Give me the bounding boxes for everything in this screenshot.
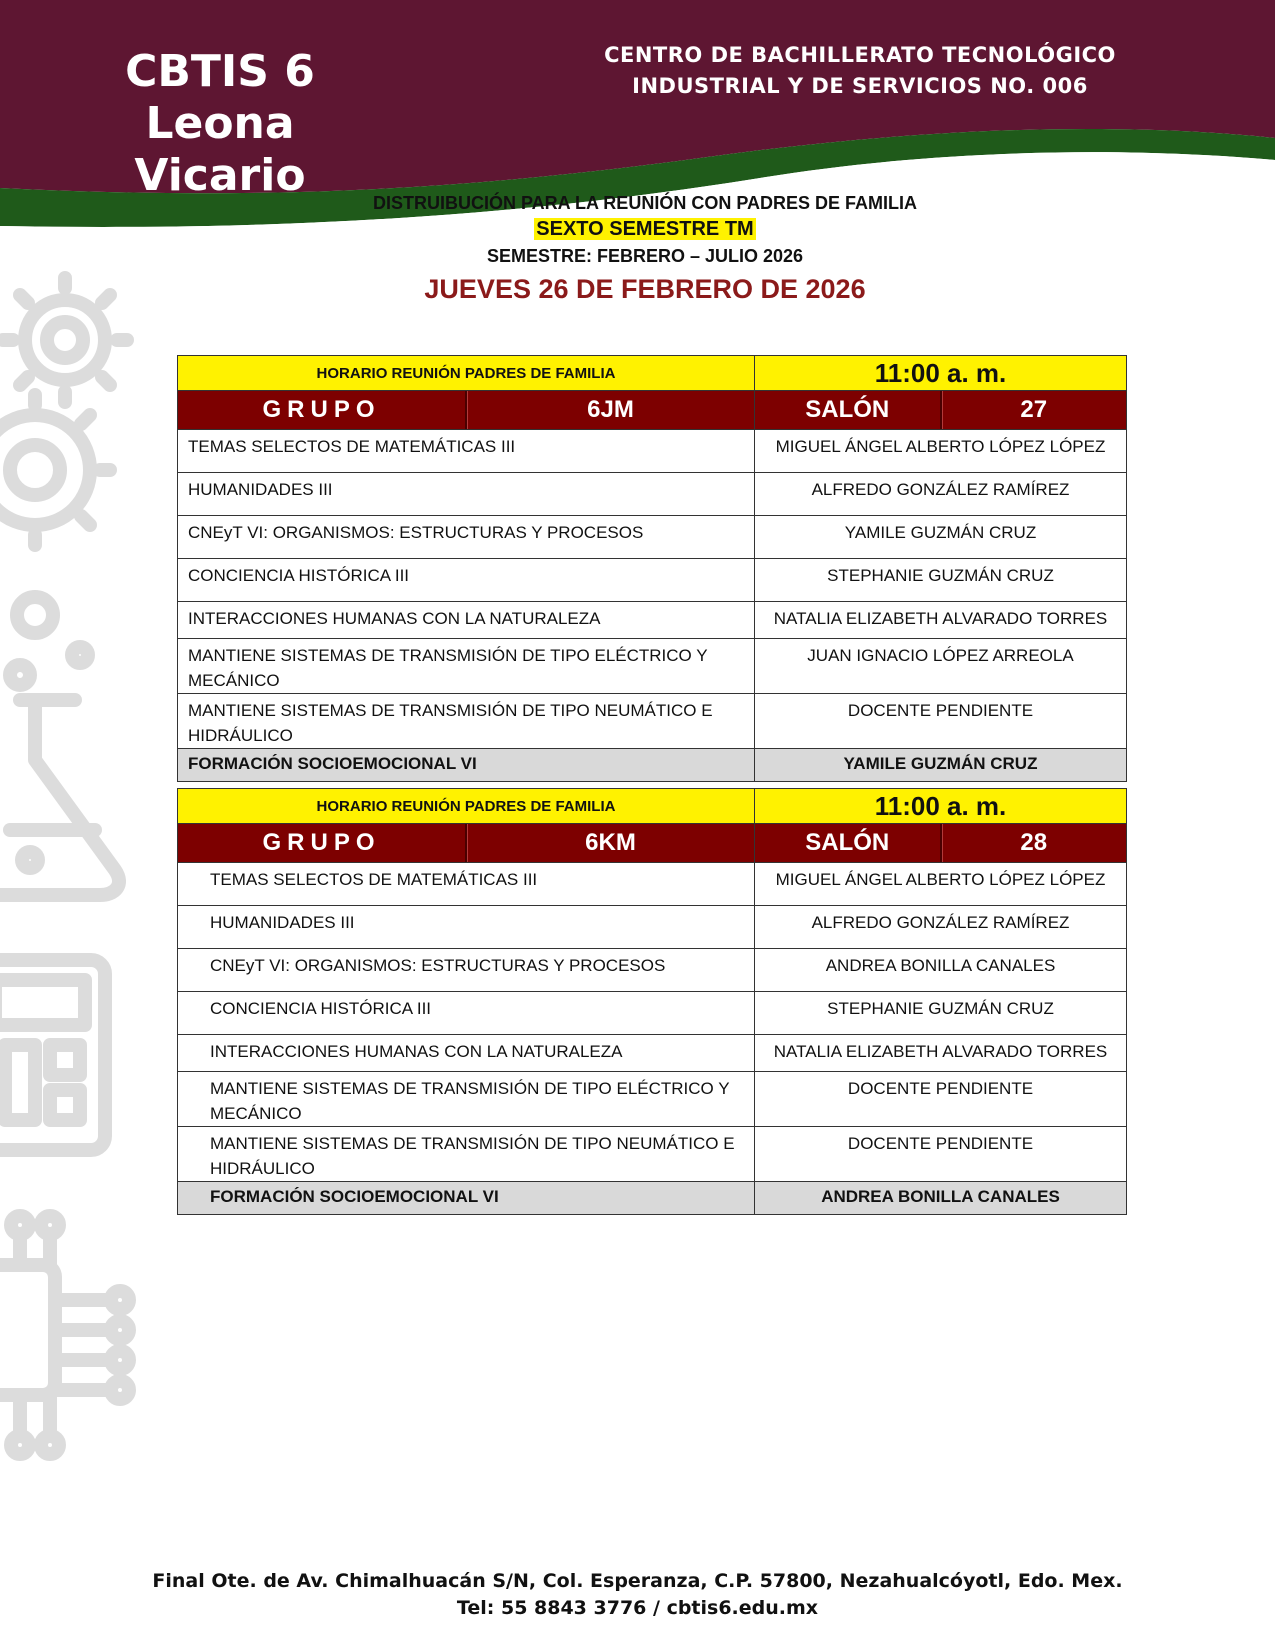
table-row — [178, 516, 1127, 559]
room-value: 27 — [940, 391, 1127, 429]
room-label: SALÓN — [805, 829, 890, 856]
table-row — [178, 473, 1127, 516]
teacher-cell: ALFREDO GONZÁLEZ RAMÍREZ — [755, 906, 1127, 949]
teacher-cell: NATALIA ELIZABETH ALVARADO TORRES — [755, 1035, 1127, 1072]
teacher-cell: ANDREA BONILLA CANALES — [755, 949, 1127, 992]
table-row — [178, 949, 1127, 992]
subject-cell: CONCIENCIA HISTÓRICA III — [178, 992, 755, 1035]
schedule-table-6km — [177, 788, 1127, 1215]
teacher-cell: YAMILE GUZMÁN CRUZ — [755, 516, 1127, 559]
flask-icon — [0, 700, 119, 895]
meeting-hour-row — [178, 356, 1127, 391]
meeting-hour-value: 11:00 a. m. — [755, 789, 1127, 824]
subject-cell: CONCIENCIA HISTÓRICA III — [178, 559, 755, 602]
institution-line-2: INDUSTRIAL Y DE SERVICIOS NO. 006 — [632, 74, 1088, 98]
footer-contact: Tel: 55 8843 3776 / cbtis6.edu.mx — [456, 1597, 819, 1619]
subject-cell: INTERACCIONES HUMANAS CON LA NATURALEZA — [178, 1035, 755, 1072]
meeting-date: JUEVES 26 DE FEBRERO DE 2026 — [424, 274, 866, 304]
teacher-cell: STEPHANIE GUZMÁN CRUZ — [755, 559, 1127, 602]
teacher-cell: DOCENTE PENDIENTE — [755, 1072, 1127, 1127]
subject-cell: MANTIENE SISTEMAS DE TRANSMISIÓN DE TIPO NEUMÁTICO E HIDRÁULICO — [178, 1127, 755, 1182]
subject-cell: FORMACIÓN SOCIOEMOCIONAL VI — [178, 749, 755, 782]
circuit-icon — [0, 1216, 129, 1454]
table-row — [178, 602, 1127, 639]
teacher-cell: MIGUEL ÁNGEL ALBERTO LÓPEZ LÓPEZ — [755, 430, 1127, 473]
group-value: 6JM — [465, 391, 754, 429]
footer-address: Final Ote. de Av. Chimalhuacán S/N, Col. Esperanza, C.P. 57800, Nezahualcóyotl, Edo. Mex. — [152, 1570, 1123, 1592]
subject-cell: INTERACCIONES HUMANAS CON LA NATURALEZA — [178, 602, 755, 639]
teacher-cell: ALFREDO GONZÁLEZ RAMÍREZ — [755, 473, 1127, 516]
subject-cell: MANTIENE SISTEMAS DE TRANSMISIÓN DE TIPO NEUMÁTICO E HIDRÁULICO — [178, 694, 755, 749]
table-row — [178, 863, 1127, 906]
subject-cell: HUMANIDADES III — [178, 906, 755, 949]
table-row — [178, 639, 1127, 694]
room-value: 28 — [940, 824, 1127, 862]
meeting-hour-value: 11:00 a. m. — [755, 356, 1127, 391]
calculator-icon — [0, 960, 105, 1150]
teacher-cell: NATALIA ELIZABETH ALVARADO TORRES — [755, 602, 1127, 639]
schedule-table-6jm — [177, 355, 1127, 782]
heading-semester-group — [300, 216, 990, 243]
brand-title — [60, 46, 380, 202]
gear-icon — [0, 395, 110, 545]
table-row — [178, 992, 1127, 1035]
subject-cell: FORMACIÓN SOCIOEMOCIONAL VI — [178, 1182, 755, 1215]
side-decoration — [0, 270, 140, 1540]
subject-cell: HUMANIDADES III — [178, 473, 755, 516]
teacher-cell: YAMILE GUZMÁN CRUZ — [755, 749, 1127, 782]
subject-cell: CNEyT VI: ORGANISMOS: ESTRUCTURAS Y PROCESOS — [178, 949, 755, 992]
group-value: 6KM — [465, 824, 754, 862]
institution-line-1: CENTRO DE BACHILLERATO TECNOLÓGICO — [604, 43, 1116, 67]
group-label: GRUPO — [262, 829, 381, 856]
group-label: GRUPO — [262, 396, 381, 423]
table-row — [178, 1182, 1127, 1215]
subject-cell: TEMAS SELECTOS DE MATEMÁTICAS III — [178, 863, 755, 906]
teacher-cell: DOCENTE PENDIENTE — [755, 1127, 1127, 1182]
page-footer — [100, 1568, 1175, 1622]
document-headings — [300, 190, 990, 309]
institution-name — [560, 40, 1160, 102]
highlighted-semester: SEXTO SEMESTRE TM — [536, 218, 754, 240]
subject-cell: TEMAS SELECTOS DE MATEMÁTICAS III — [178, 430, 755, 473]
table-row — [178, 1072, 1127, 1127]
teacher-cell: MIGUEL ÁNGEL ALBERTO LÓPEZ LÓPEZ — [755, 863, 1127, 906]
subject-cell: CNEyT VI: ORGANISMOS: ESTRUCTURAS Y PROCESOS — [178, 516, 755, 559]
table-row — [178, 694, 1127, 749]
table-row — [178, 906, 1127, 949]
table-row — [178, 430, 1127, 473]
group-row — [178, 824, 1127, 863]
meeting-hour-row — [178, 789, 1127, 824]
teacher-cell: JUAN IGNACIO LÓPEZ ARREOLA — [755, 639, 1127, 694]
table-row — [178, 1035, 1127, 1072]
table-row — [178, 749, 1127, 782]
teacher-cell: STEPHANIE GUZMÁN CRUZ — [755, 992, 1127, 1035]
bubbles-icon — [10, 597, 88, 685]
meeting-hour-label: HORARIO REUNIÓN PADRES DE FAMILIA — [178, 356, 755, 391]
brand-line-2: Leona Vicario — [134, 98, 306, 201]
gear-icon — [3, 278, 127, 402]
table-row — [178, 1127, 1127, 1182]
teacher-cell: DOCENTE PENDIENTE — [755, 694, 1127, 749]
heading-semester-period: SEMESTRE: FEBRERO – JULIO 2026 — [486, 246, 804, 266]
brand-line-1: CBTIS 6 — [125, 46, 315, 97]
room-label: SALÓN — [805, 396, 890, 423]
subject-cell: MANTIENE SISTEMAS DE TRANSMISIÓN DE TIPO ELÉCTRICO Y MECÁNICO — [178, 1072, 755, 1127]
teacher-cell: ANDREA BONILLA CANALES — [755, 1182, 1127, 1215]
heading-title: DISTRUIBUCIÓN PARA LA REUNIÓN CON PADRES DE FAMILIA — [372, 193, 917, 213]
group-row — [178, 391, 1127, 430]
meeting-hour-label: HORARIO REUNIÓN PADRES DE FAMILIA — [178, 789, 755, 824]
subject-cell: MANTIENE SISTEMAS DE TRANSMISIÓN DE TIPO ELÉCTRICO Y MECÁNICO — [178, 639, 755, 694]
table-row — [178, 559, 1127, 602]
